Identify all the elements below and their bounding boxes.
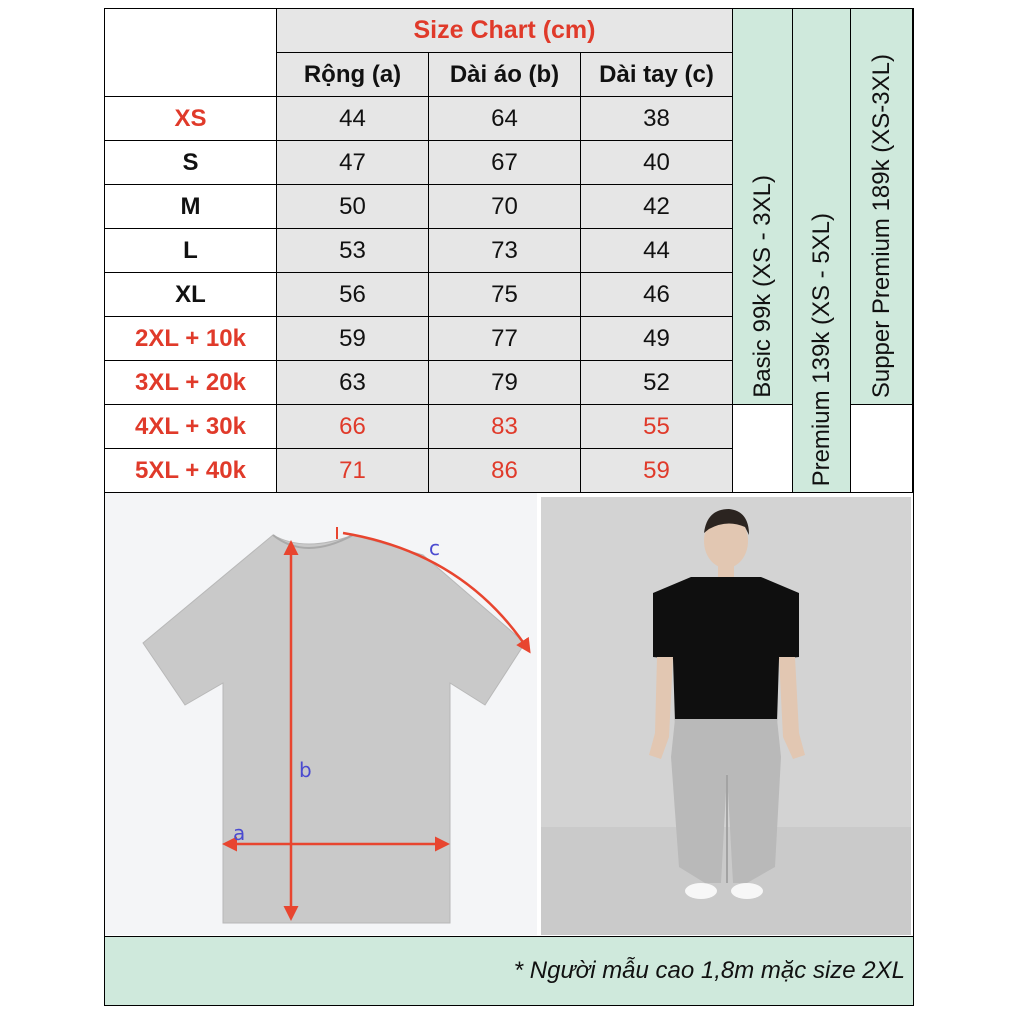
label-c: c xyxy=(429,536,440,560)
size-label: 2XL + 10k xyxy=(105,317,277,361)
size-label: XL xyxy=(105,273,277,317)
tier-basic-label: Basic 99k (XS - 3XL) xyxy=(748,175,776,398)
sleeve-value: 49 xyxy=(581,317,733,361)
tier-supper-premium xyxy=(851,9,913,405)
width-value: 44 xyxy=(277,97,429,141)
width-value: 56 xyxy=(277,273,429,317)
size-label: L xyxy=(105,229,277,273)
model-tshirt xyxy=(653,577,799,722)
size-label: M xyxy=(105,185,277,229)
sleeve-value: 40 xyxy=(581,141,733,185)
label-a: a xyxy=(233,821,246,845)
model-note: * Người mẫu cao 1,8m mặc size 2XL xyxy=(105,937,913,1005)
width-value: 63 xyxy=(277,361,429,405)
sleeve-value: 42 xyxy=(581,185,733,229)
width-value: 59 xyxy=(277,317,429,361)
tier-supper-premium-label: Supper Premium 189k (XS-3XL) xyxy=(867,53,895,398)
label-b: b xyxy=(299,758,312,782)
sleeve-value: 59 xyxy=(581,449,733,493)
tier-premium xyxy=(793,9,851,493)
photo-area xyxy=(105,493,913,937)
sleeve-value: 46 xyxy=(581,273,733,317)
length-value: 64 xyxy=(429,97,581,141)
tshirt-measure-diagram xyxy=(105,493,537,935)
tier-basic xyxy=(733,9,793,405)
size-label: 3XL + 20k xyxy=(105,361,277,405)
col-header-sleeve: Dài tay (c) xyxy=(581,53,733,97)
length-value: 75 xyxy=(429,273,581,317)
length-value: 86 xyxy=(429,449,581,493)
width-value: 66 xyxy=(277,405,429,449)
tier-supper-empty xyxy=(851,405,913,493)
size-chart-sheet xyxy=(104,8,914,1006)
model-photo xyxy=(541,497,911,935)
corner-cell xyxy=(105,9,277,97)
size-label: XS xyxy=(105,97,277,141)
sleeve-value: 52 xyxy=(581,361,733,405)
tier-premium-label: Premium 139k (XS - 5XL) xyxy=(807,212,835,486)
col-header-width: Rộng (a) xyxy=(277,53,429,97)
sleeve-value: 38 xyxy=(581,97,733,141)
length-value: 79 xyxy=(429,361,581,405)
length-value: 70 xyxy=(429,185,581,229)
width-value: 47 xyxy=(277,141,429,185)
length-value: 73 xyxy=(429,229,581,273)
chart-title: Size Chart (cm) xyxy=(277,9,733,53)
sleeve-value: 44 xyxy=(581,229,733,273)
width-value: 71 xyxy=(277,449,429,493)
sleeve-value: 55 xyxy=(581,405,733,449)
col-header-length: Dài áo (b) xyxy=(429,53,581,97)
size-label: 5XL + 40k xyxy=(105,449,277,493)
size-label: S xyxy=(105,141,277,185)
length-value: 67 xyxy=(429,141,581,185)
length-value: 83 xyxy=(429,405,581,449)
size-label: 4XL + 30k xyxy=(105,405,277,449)
width-value: 50 xyxy=(277,185,429,229)
tier-basic-empty xyxy=(733,405,793,493)
length-value: 77 xyxy=(429,317,581,361)
width-value: 53 xyxy=(277,229,429,273)
